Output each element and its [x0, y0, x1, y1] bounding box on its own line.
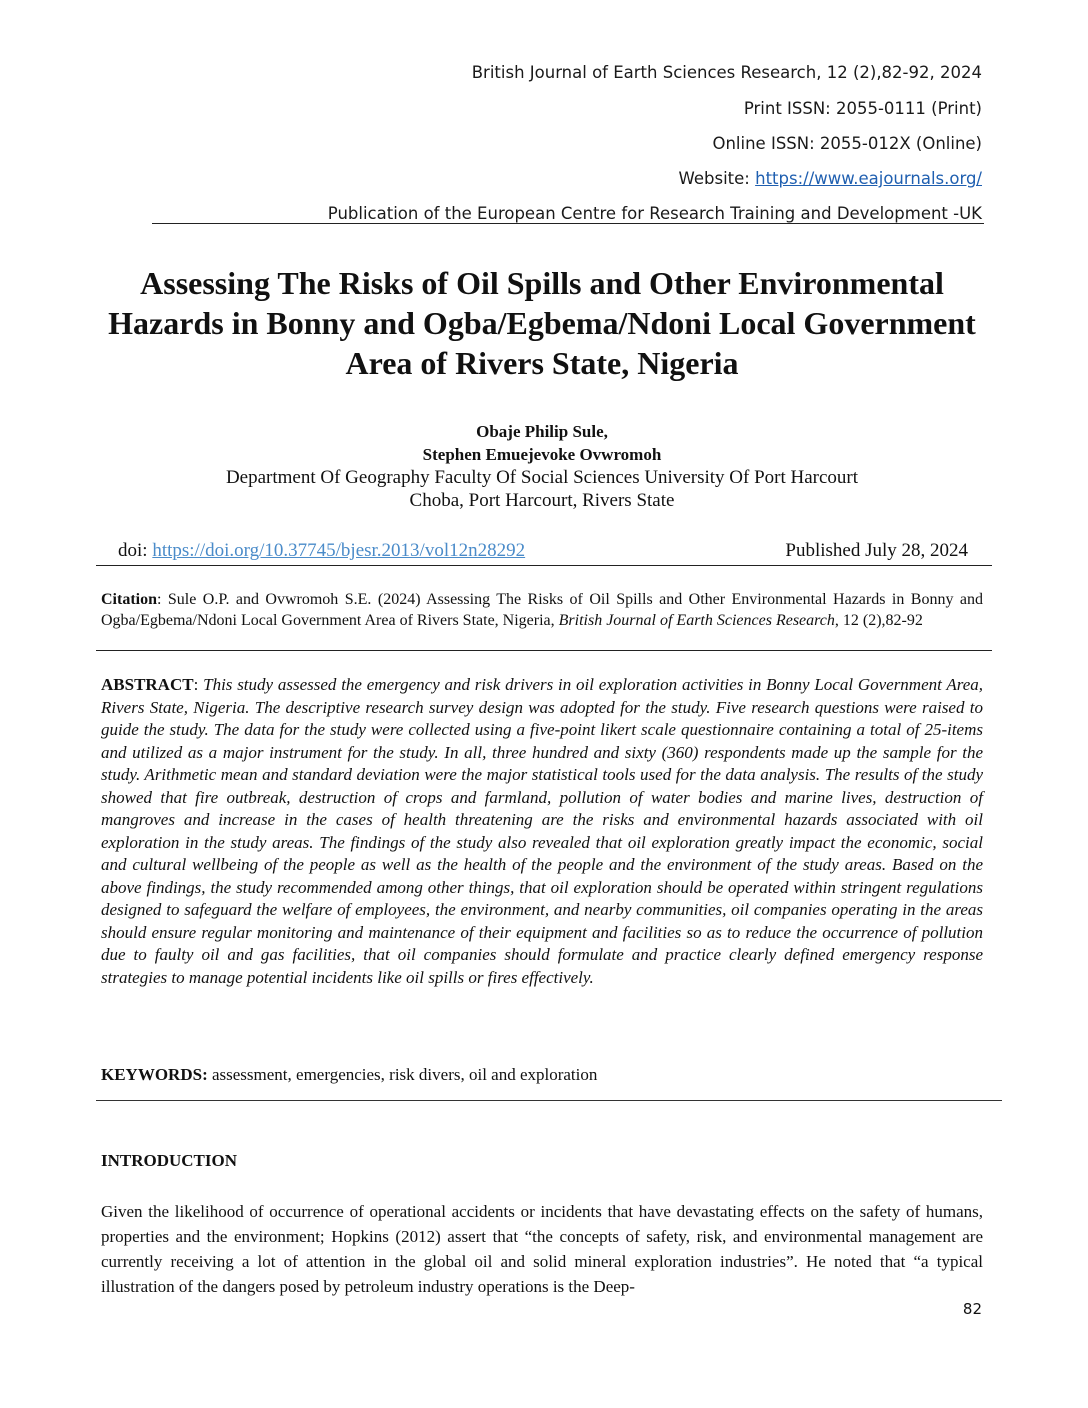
- doi-link[interactable]: https://doi.org/10.37745/bjesr.2013/vol12n28292: [152, 540, 526, 561]
- abstract-text: This study assessed the emergency and risk drivers in oil exploration activities in Bonny Local Government Area, Rivers State, Nigeria. The descriptive research survey design was adopted for the study. Five research questions were raised to guide the study. The data for the study were collected using a five-point likert scale questionnaire containing a total of 25-items and utilized as a major instrument for the study. In all, three hundred and sixty (360) respondents made up the sample for the study. Arithmetic mean and standard deviation were the major statistical tools used for the data analysis. The results of the study showed that fire outbreak, destruction of crops and farmland, pollution of water bodies and marine lives, destruction of mangroves and increase in the cases of health threatening are the risks and environmental hazards associated with oil exploration in the study areas. The findings of the study also revealed that oil exploration greatly impact the economic, social and cultural wellbeing of the people as well as the health of the people and the environment of the study areas. Based on the above findings, the study recommended among other things, that oil exploration should be operated within stringent regulations designed to safeguard the welfare of employees, the environment, and nearby communities, oil companies operating in the areas should ensure regular monitoring and maintenance of their equipment and facilities so as to reduce the occurrence of pollution due to faulty oil and gas facilities, that oil companies should formulate and practice clearly defined emergency response strategies to manage potential incidents like oil spills or fires effectively.: [101, 675, 983, 987]
- print-issn: Print ISSN: 2055-0111 (Print): [743, 99, 982, 118]
- author-name: Stephen Emuejevoke Ovwromoh: [422, 445, 662, 464]
- keywords-divider: [96, 1100, 1002, 1101]
- citation-text: : Sule O.P. and Ovwromoh S.E. (2024) Assessing The Risks of Oil Spills and Other Environmental Hazards in Bonny and Ogba/Egbema/Ndoni Local Government Area of Rivers State, Nigeria,: [101, 591, 983, 629]
- abstract: [101, 674, 983, 989]
- section-heading: INTRODUCTION: [101, 1151, 238, 1170]
- publisher-line: Publication of the European Centre for Research Training and Development -UK: [327, 204, 982, 223]
- body-paragraph: Given the likelihood of occurrence of operational accidents or incidents that have devastating effects on the safety of humans, properties and the environment; Hopkins (2012) assert that “the concepts of safety, risk, and environmental management are currently receiving a lot of attention in the global oil and solid mineral exploration industries”. He noted that “a typical illustration of the dangers posed by petroleum industry operations is the Deep-: [101, 1202, 983, 1296]
- keywords: [101, 1064, 983, 1086]
- citation-label: Citation: [101, 591, 157, 608]
- author-name: Obaje Philip Sule,: [476, 422, 608, 441]
- citation-divider: [96, 650, 992, 651]
- citation-tail: , 12 (2),82-92: [834, 611, 923, 629]
- keywords-text: assessment, emergencies, risk divers, oil and exploration: [207, 1065, 598, 1084]
- citation-block: [101, 590, 983, 631]
- abstract-separator: :: [193, 675, 204, 694]
- online-issn: Online ISSN: 2055-012X (Online): [712, 134, 982, 153]
- affiliation: Department Of Geography Faculty Of Social Sciences University Of Port Harcourt: [225, 467, 859, 488]
- published-date: Published July 28, 2024: [785, 540, 968, 561]
- doi-divider: [96, 565, 992, 566]
- author-block: [90, 420, 994, 512]
- doi-row: [118, 540, 968, 562]
- affiliation: Choba, Port Harcourt, Rivers State: [409, 490, 675, 511]
- paper-title: [90, 263, 994, 383]
- website-line: [679, 169, 982, 188]
- abstract-label: ABSTRACT: [101, 675, 194, 694]
- title-line: Hazards in Bonny and Ogba/Egbema/Ndoni Local Government: [108, 305, 976, 341]
- title-line: Area of Rivers State, Nigeria: [345, 345, 739, 381]
- keywords-label: KEYWORDS:: [101, 1065, 208, 1084]
- website-label: Website:: [678, 169, 756, 188]
- doi-label: doi:: [118, 540, 153, 561]
- title-line: Assessing The Risks of Oil Spills and Other Environmental: [140, 265, 944, 301]
- page-number: 82: [962, 1300, 982, 1318]
- website-link[interactable]: https://www.eajournals.org/: [755, 169, 982, 188]
- journal-citation-header: British Journal of Earth Sciences Research, 12 (2),82-92, 2024: [471, 63, 982, 82]
- header-divider: [152, 223, 984, 224]
- citation-journal: British Journal of Earth Sciences Research: [558, 611, 835, 629]
